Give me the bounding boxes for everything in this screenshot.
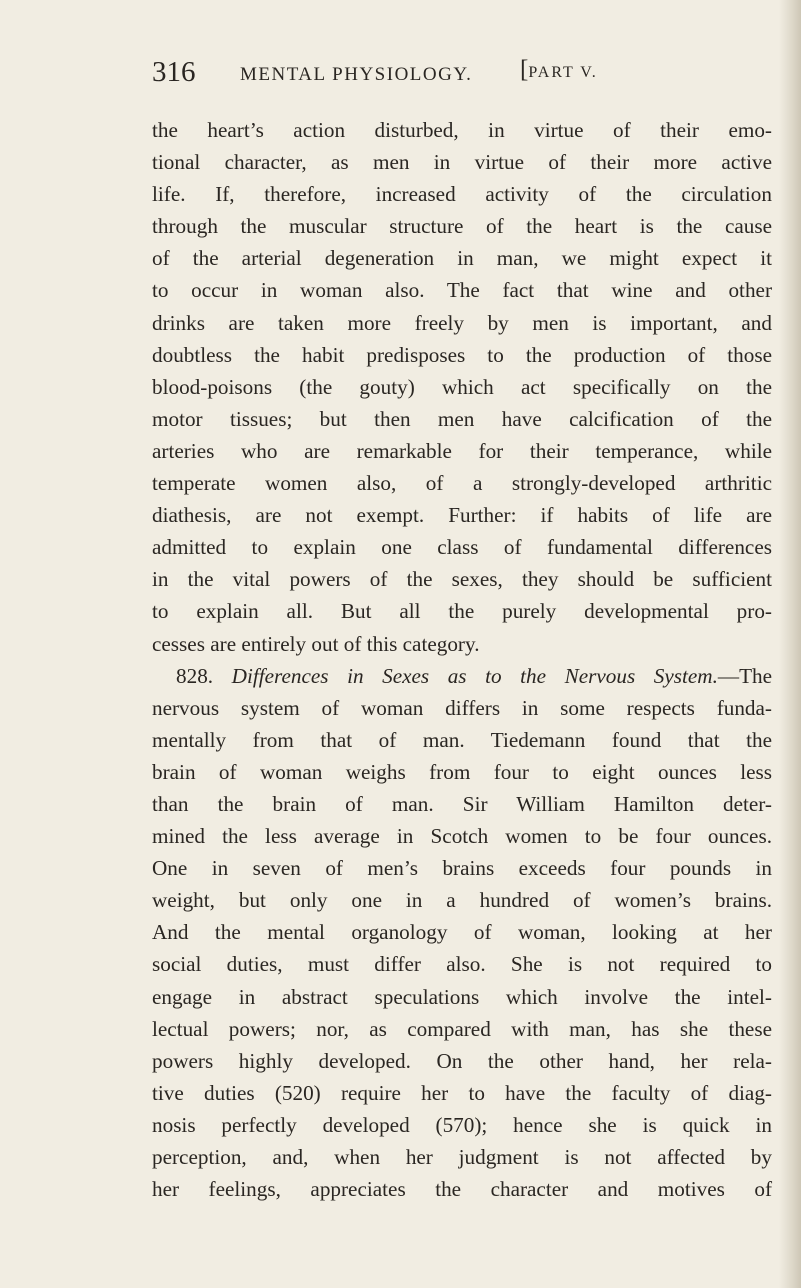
section-heading-line — [152, 660, 772, 692]
text-line: tional character, as men in virtue of their more active — [152, 150, 772, 175]
body-text — [152, 114, 772, 1205]
text-line: drinks are taken more freely by men is important, and — [152, 310, 772, 335]
text-line: cesses are entirely out of this category. — [152, 631, 480, 656]
section-dash-text: —The — [717, 663, 773, 688]
text-line: tive duties (520) require her to have the faculty of diag- — [152, 1080, 772, 1105]
text-line: life. If, therefore, increased activity of the circulation — [152, 182, 772, 207]
text-line: One in seven of men’s brains exceeds four pounds in — [152, 856, 772, 881]
text-line: lectual powers; nor, as compared with man, has she these — [152, 1016, 772, 1041]
text-line: than the brain of man. Sir William Hamilton deter- — [152, 791, 772, 816]
text-line: brain of woman weighs from four to eight ounces less — [152, 759, 772, 784]
text-line: powers highly developed. On the other hand, her rela- — [152, 1048, 772, 1073]
text-line: her feelings, appreciates the character and motives of — [152, 1177, 772, 1202]
part-label — [520, 56, 598, 84]
text-line: doubtless the habit predisposes to the production of those — [152, 342, 772, 367]
text-line: through the muscular structure of the heart is the cause — [152, 214, 772, 239]
part-bracket: [ — [520, 56, 529, 83]
text-line: weight, but only one in a hundred of women’s brains. — [152, 888, 772, 913]
part-word: PART V. — [528, 64, 598, 81]
text-line: engage in abstract speculations which involve the intel- — [152, 984, 772, 1009]
text-line: diathesis, are not exempt. Further: if habits of life are — [152, 503, 772, 528]
text-line: blood-poisons (the gouty) which act specifically on the — [152, 374, 772, 399]
section-number: 828. — [176, 663, 214, 688]
text-line: temperate women also, of a strongly-developed arthritic — [152, 471, 772, 496]
section-heading: Differences in Sexes as to the Nervous System. — [231, 663, 718, 688]
text-line: the heart’s action disturbed, in virtue of their emo- — [152, 118, 772, 142]
running-title: MENTAL PHYSIOLOGY. — [240, 64, 473, 85]
text-line: admitted to explain one class of fundamental differences — [152, 535, 772, 560]
text-line: motor tissues; but then men have calcification of the — [152, 406, 772, 431]
page-edge-shadow — [779, 0, 801, 1288]
page-number: 316 — [152, 56, 196, 88]
running-head — [152, 56, 752, 96]
text-line: mined the less average in Scotch women to be four ounces. — [152, 824, 772, 849]
text-line: And the mental organology of woman, looking at her — [152, 920, 772, 945]
text-line: arteries who are remarkable for their temperance, while — [152, 438, 772, 463]
text-line: of the arterial degeneration in man, we might expect it — [152, 246, 772, 271]
text-line: social duties, must differ also. She is not required to — [152, 952, 772, 977]
text-line: to occur in woman also. The fact that wine and other — [152, 278, 772, 303]
text-line: nervous system of woman differs in some respects funda- — [152, 695, 772, 720]
text-line: perception, and, when her judgment is not affected by — [152, 1145, 772, 1169]
text-line: mentally from that of man. Tiedemann found that the — [152, 727, 772, 752]
text-line: nosis perfectly developed (570); hence she is quick in — [152, 1112, 772, 1137]
text-line: in the vital powers of the sexes, they should be sufficient — [152, 567, 772, 592]
text-line: to explain all. But all the purely developmental pro- — [152, 599, 772, 624]
